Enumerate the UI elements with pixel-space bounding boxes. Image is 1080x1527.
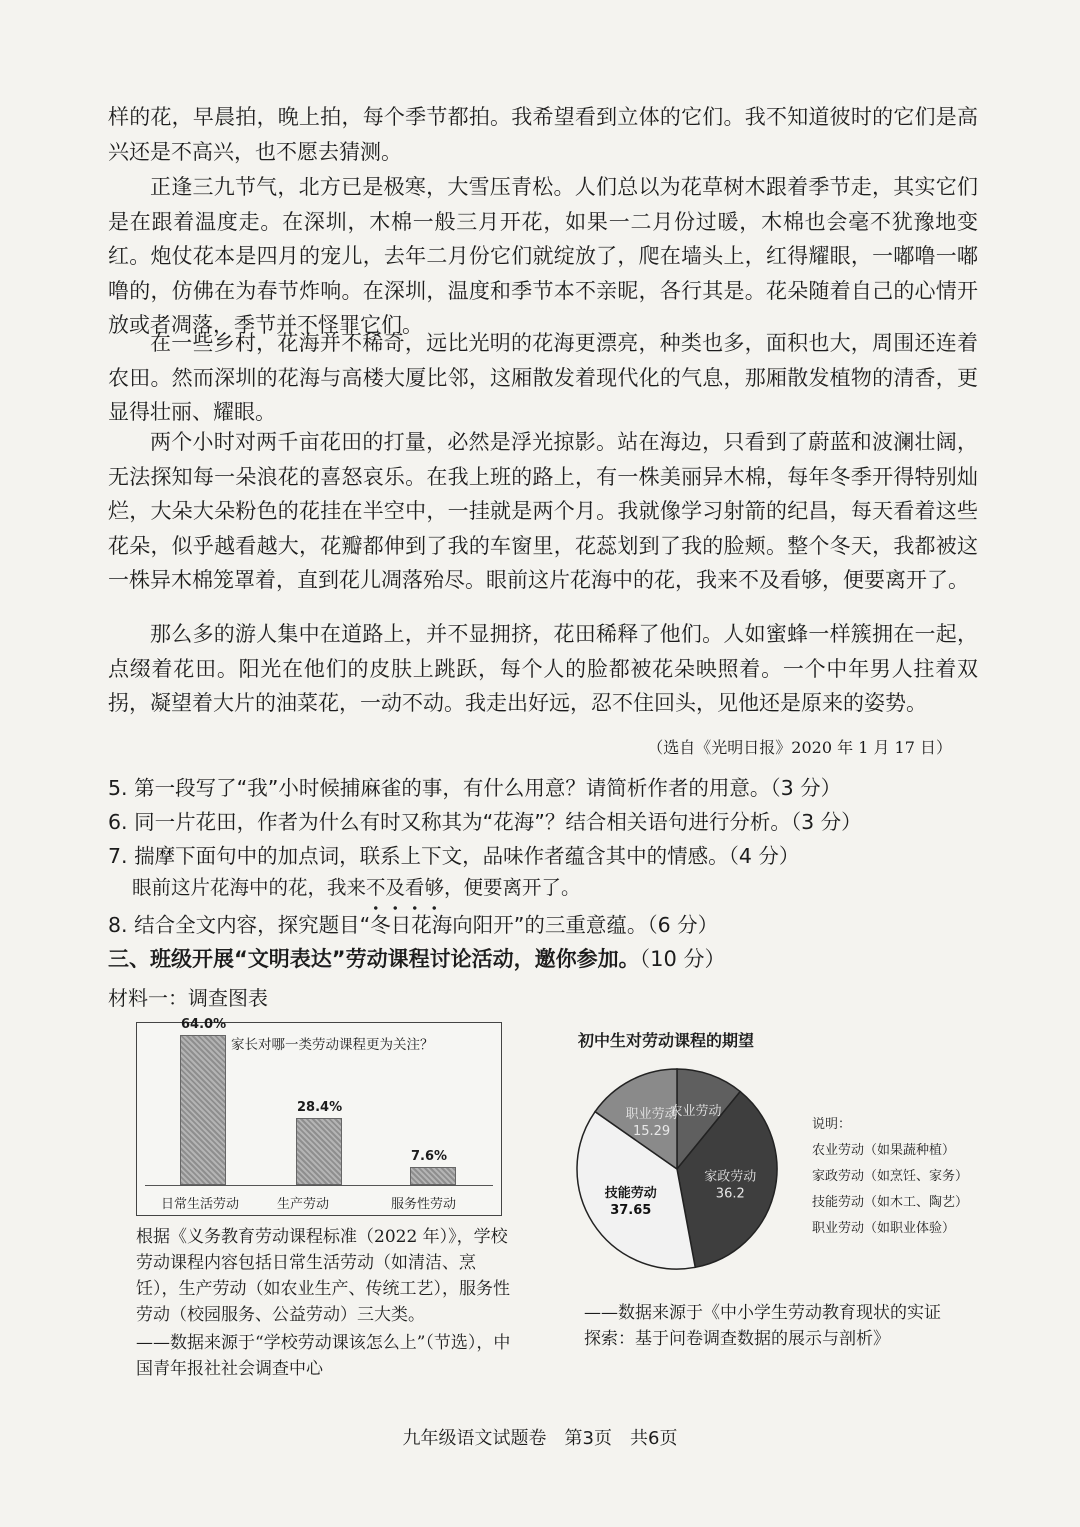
pie-slice-value-2: 36.2	[715, 1186, 745, 1202]
section-3-heading: 三、班级开展“文明表达”劳动课程讨论活动，邀你参加。	[108, 947, 640, 971]
legend-item-1: 农业劳动（如果蔬种植）	[812, 1143, 956, 1158]
bar-chart-title: 家长对哪一类劳动课程更为关注？	[231, 1037, 434, 1053]
legend-item-4: 职业劳动（如职业体验）	[812, 1221, 956, 1236]
material-1-title: 材料一：调查图表	[108, 986, 268, 1010]
bar-category-label-3: 服务性劳动	[391, 1197, 457, 1212]
bar-category-label-1: 日常生活劳动	[161, 1197, 240, 1212]
section-3-points: （10 分）	[639, 947, 726, 971]
pie-chart	[572, 1064, 782, 1274]
bar-3	[410, 1167, 456, 1185]
bar-chart-credit: ——数据来源于“学校劳动课该怎么上”（节选），中国青年报社社会调查中心	[136, 1333, 511, 1379]
legend-title: 说明：	[812, 1117, 852, 1132]
bar-value-label-1: 64.0%	[181, 1017, 227, 1032]
curriculum-standard-note: 根据《义务教育劳动课程标准（2022 年）》，学校劳动课程内容包括日常生活劳动（如清洁、烹饪），生产劳动（如农业生产、传统工艺），服务性劳动（校园服务、公益劳动）三大类。	[136, 1227, 510, 1325]
bar-chart	[136, 1017, 502, 1216]
passage-paragraph-1: 样的花，早晨拍，晚上拍，每个季节都拍。我希望看到立体的它们。我不知道彼时的它们是高兴还是不高兴，也不愿去猜测。	[108, 105, 978, 164]
pie-slice-label-1: 农业劳动	[669, 1104, 722, 1120]
section-3-title	[108, 944, 726, 974]
bar-x-axis	[145, 1185, 493, 1186]
pie-chart-title: 初中生对劳动课程的期望	[578, 1031, 755, 1050]
pie-chart-credit: ——数据来源于《中小学生劳动教育现状的实证探索：基于问卷调查数据的展示与剖析》	[584, 1303, 941, 1349]
legend-item-2: 家政劳动（如烹饪、家务）	[812, 1169, 969, 1184]
pie-slice-label-2: 家政劳动	[704, 1169, 757, 1185]
pie-legend	[812, 1112, 968, 1242]
quote-dotted-words: 不及看够	[366, 873, 444, 903]
bar-category-label-2: 生产劳动	[277, 1197, 330, 1212]
pie-slice-value-3: 37.65	[610, 1202, 652, 1218]
passage-paragraph-5: 那么多的游人集中在道路上，并不显拥挤，花田稀释了他们。人如蜜蜂一样簇拥在一起，点缀着花田。阳光在他们的皮肤上跳跃，每个人的脸都被花朵映照着。一个中年男人拄着双拐，凝望着大片的油菜花，一动不动。我走出好远，忍不住回头，见他还是原来的姿势。	[108, 622, 978, 715]
page-footer: 九年级语文试题卷 第3页 共6页	[402, 1428, 678, 1449]
question-6: 6. 同一片花田，作者为什么有时又称其为“花海”？结合相关语句进行分析。（3 分）	[108, 810, 862, 834]
pie-slice-value-4: 15.29	[632, 1124, 671, 1140]
quote-part-b: ，便要离开了。	[444, 876, 581, 899]
pie-slice-label-3: 技能劳动	[604, 1185, 657, 1201]
bar-value-label-3: 7.6%	[411, 1149, 448, 1165]
bar-1	[180, 1035, 226, 1185]
question-7: 7. 揣摩下面句中的加点词，联系上下文，品味作者蕴含其中的情感。（4 分）	[108, 844, 800, 868]
passage-paragraph-3: 在一些乡村，花海并不稀奇，远比光明的花海更漂亮，种类也多，面积也大，周围还连着农田。然而深圳的花海与高楼大厦比邻，这厢散发着现代化的气息，那厢散发植物的清香，更显得壮丽、耀眼。	[108, 331, 978, 424]
question-5: 5. 第一段写了“我”小时候捕麻雀的事，有什么用意？请简析作者的用意。（3 分）	[108, 776, 842, 800]
question-7-quote	[132, 873, 1012, 903]
bar-value-label-2: 28.4%	[297, 1100, 343, 1116]
bar-2	[296, 1118, 342, 1185]
pie-slice-label-4: 职业劳动	[625, 1107, 678, 1123]
legend-item-3: 技能劳动（如木工、陶艺）	[812, 1195, 969, 1210]
passage-source: （选自《光明日报》2020 年 1 月 17 日）	[647, 738, 952, 757]
passage-paragraph-4: 两个小时对两千亩花田的打量，必然是浮光掠影。站在海边，只看到了蔚蓝和波澜壮阔，无法探知每一朵浪花的喜怒哀乐。在我上班的路上，有一株美丽异木棉，每年冬季开得特别灿烂，大朵大朵粉色的花挂在半空中，一挂就是两个月。我就像学习射箭的纪昌，每天看着这些花朵，似乎越看越大，花瓣都伸到了我的车窗里，花蕊划到了我的脸颊。整个冬天，我都被这一株异木棉笼罩着，直到花儿凋落殆尽。眼前这片花海中的花，我来不及看够，便要离开了。	[108, 430, 978, 592]
quote-part-a: 眼前这片花海中的花，我来	[132, 876, 367, 899]
question-8: 8. 结合全文内容，探究题目“冬日花海向阳开”的三重意蕴。（6 分）	[108, 913, 719, 937]
passage-paragraph-2: 正逢三九节气，北方已是极寒，大雪压青松。人们总以为花草树木跟着季节走，其实它们是在跟着温度走。在深圳，木棉一般三月开花，如果一二月份过暖，木棉也会毫不犹豫地变红。炮仗花本是四月的宠儿，去年二月份它们就绽放了，爬在墙头上，红得耀眼，一嘟噜一嘟噜的，仿佛在为春节炸响。在深圳，温度和季节本不亲昵，各行其是。花朵随着自己的心情开放或者凋落，季节并不怪罪它们。	[108, 175, 978, 337]
